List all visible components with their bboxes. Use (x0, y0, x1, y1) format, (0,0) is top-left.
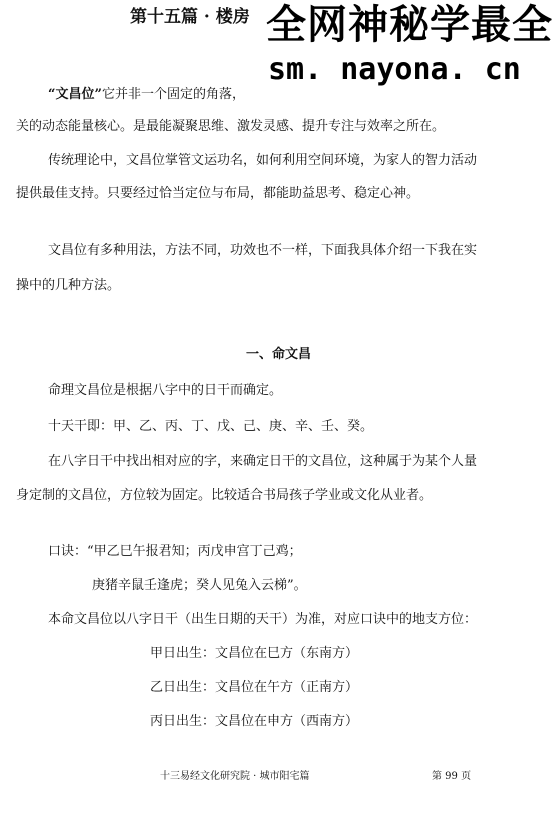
watermark-text-bottom: sm. nayona. cn (268, 52, 521, 87)
paragraph-3-line-2: 操中的几种方法。 (16, 278, 121, 293)
section-heading: 一、命文昌 (245, 347, 311, 362)
section-line-1: 命理文昌位是根据八字中的日干而确定。 (48, 383, 283, 398)
paragraph-1-line-2: 关的动态能量核心。是最能凝聚思维、激发灵感、提升专注与效率之所在。 (16, 119, 446, 134)
intro-term: “文昌位” (48, 87, 102, 102)
verse-line-2: 庚猪辛鼠壬逢虎；癸人见兔入云梯”。 (92, 578, 307, 593)
intro-rest: 它并非一个固定的角落， (101, 87, 245, 102)
list-item: 甲日出生：文昌位在巳方（东南方） (150, 646, 359, 661)
section-line-3: 在八字日干中找出相对应的字，来确定日干的文昌位，这种属于为某个人量 (48, 454, 478, 469)
paragraph-3-line-1: 文昌位有多种用法，方法不同，功效也不一样，下面我具体介绍一下我在实 (48, 243, 478, 258)
paragraph-2-line-2: 提供最佳支持。只要经过恰当定位与布局，都能助益思考、稳定心神。 (16, 186, 420, 201)
rule-line: 本命文昌位以八字日干（出生日期的天干）为准，对应口诀中的地支方位： (48, 612, 478, 627)
page-title: 第十五篇 · 楼房 (130, 7, 250, 27)
verse-line-1: 口诀：“甲乙巳午报君知；丙戊申宫丁己鸡； (48, 544, 302, 559)
watermark-text-top: 全网神秘学最全 (266, 2, 553, 48)
intro-line (48, 86, 245, 104)
page-number: 第 99 页 (432, 771, 472, 782)
section-line-2: 十天干即：甲、乙、丙、丁、戊、己、庚、辛、壬、癸。 (48, 419, 374, 434)
list-item: 乙日出生：文昌位在午方（正南方） (150, 680, 359, 695)
section-line-4: 身定制的文昌位，方位较为固定。比较适合书局孩子学业或文化从业者。 (16, 488, 433, 503)
footer-source: 十三易经文化研究院 · 城市阳宅篇 (160, 771, 310, 782)
list-item: 丙日出生：文昌位在申方（西南方） (150, 714, 359, 729)
paragraph-2-line-1: 传统理论中，文昌位掌管文运功名，如何利用空间环境，为家人的智力活动 (48, 153, 478, 168)
